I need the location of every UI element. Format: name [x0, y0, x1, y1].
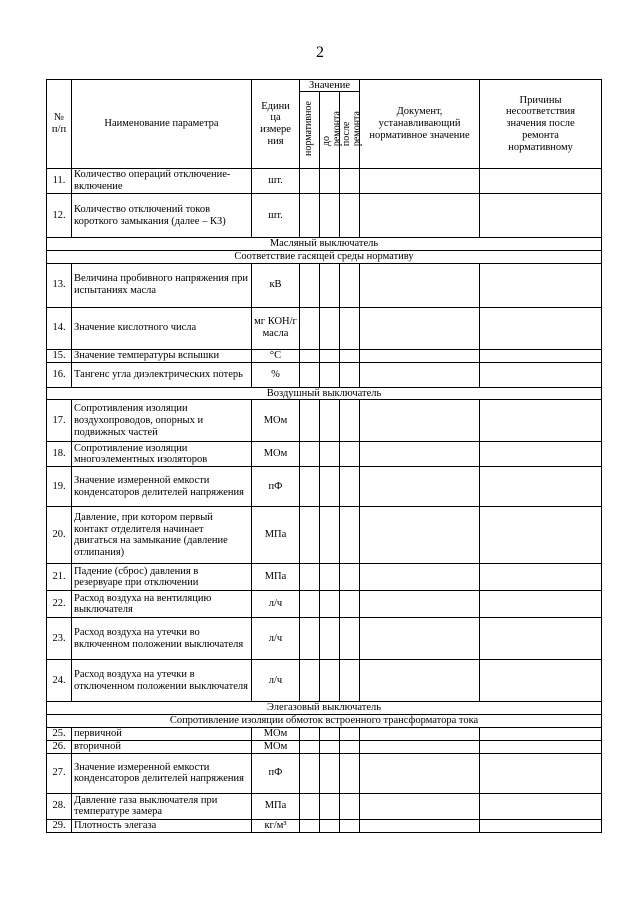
- row-unit: л/ч: [252, 660, 300, 702]
- row-num: 11.: [47, 169, 72, 194]
- table-row: [47, 362, 602, 387]
- row-unit: пФ: [252, 467, 300, 507]
- row-num: 22.: [47, 591, 72, 618]
- row-name: Падение (сброс) давления в резервуаре при отключении: [72, 564, 252, 591]
- row-num: 15.: [47, 349, 72, 362]
- row-unit: л/ч: [252, 591, 300, 618]
- row-unit: МОм: [252, 400, 300, 442]
- row-num: 28.: [47, 793, 72, 819]
- table-row: [47, 618, 602, 660]
- row-num: 26.: [47, 740, 72, 753]
- header-before-repair: до ремонта: [320, 92, 340, 169]
- table-row: [47, 307, 602, 349]
- row-num: 13.: [47, 263, 72, 307]
- row-num: 18.: [47, 442, 72, 467]
- row-num: 16.: [47, 362, 72, 387]
- row-unit: МПа: [252, 507, 300, 564]
- row-num: 17.: [47, 400, 72, 442]
- row-num: 12.: [47, 194, 72, 238]
- row-name: Расход воздуха на вентиляцию выключателя: [72, 591, 252, 618]
- row-unit: °С: [252, 349, 300, 362]
- row-name: Плотность элегаза: [72, 819, 252, 832]
- row-unit: МОм: [252, 727, 300, 740]
- row-name: Сопротивление изоляции многоэлементных изоляторов: [72, 442, 252, 467]
- row-name: Давление газа выключателя при температуре замера: [72, 793, 252, 819]
- row-unit: л/ч: [252, 618, 300, 660]
- table-row: [47, 442, 602, 467]
- page-number: 2: [316, 44, 324, 61]
- header-after-repair: после ремонта: [340, 92, 360, 169]
- header-num: № п/п: [47, 80, 72, 169]
- table-row: [47, 263, 602, 307]
- row-unit: %: [252, 362, 300, 387]
- row-unit: мг КОН/г масла: [252, 307, 300, 349]
- table-row: [47, 564, 602, 591]
- table-row: [47, 660, 602, 702]
- row-num: 14.: [47, 307, 72, 349]
- table-row: [47, 400, 602, 442]
- row-unit: МПа: [252, 564, 300, 591]
- section-title: Соответствие гасящей среды нормативу: [47, 250, 602, 263]
- row-num: 19.: [47, 467, 72, 507]
- row-num: 23.: [47, 618, 72, 660]
- table-row: [47, 194, 602, 238]
- section-row: [47, 238, 602, 251]
- header-norm: нормативное: [300, 92, 320, 169]
- section-row: [47, 250, 602, 263]
- row-name: Значение температуры вспышки: [72, 349, 252, 362]
- section-title: Элегазовый выключатель: [47, 702, 602, 715]
- row-name: Количество операций отключение-включение: [72, 169, 252, 194]
- section-row: [47, 387, 602, 400]
- row-name: Значение измеренной емкости конденсаторов делителей напряжения: [72, 467, 252, 507]
- row-name: Значение кислотного числа: [72, 307, 252, 349]
- row-name: Значение измеренной емкости конденсаторов делителей напряжения: [72, 753, 252, 793]
- row-unit: МПа: [252, 793, 300, 819]
- row-num: 25.: [47, 727, 72, 740]
- row-num: 29.: [47, 819, 72, 832]
- row-name: Количество отключений токов короткого замыкания (далее – КЗ): [72, 194, 252, 238]
- row-num: 27.: [47, 753, 72, 793]
- row-unit: МОм: [252, 740, 300, 753]
- table-row: [47, 753, 602, 793]
- table-row: [47, 507, 602, 564]
- table-row: [47, 591, 602, 618]
- row-unit: шт.: [252, 169, 300, 194]
- row-num: 24.: [47, 660, 72, 702]
- row-unit: кВ: [252, 263, 300, 307]
- row-name: Величина пробивного напряжения при испытаниях масла: [72, 263, 252, 307]
- section-title: Масляный выключатель: [47, 238, 602, 251]
- header-name: Наименование параметра: [72, 80, 252, 169]
- row-num: 20.: [47, 507, 72, 564]
- header-unit: Едини ца измере ния: [252, 80, 300, 169]
- row-name: Давление, при котором первый контакт отделителя начинает двигаться на замыкание (давление отлипания): [72, 507, 252, 564]
- section-row: [47, 702, 602, 715]
- row-unit: шт.: [252, 194, 300, 238]
- row-name: Тангенс угла диэлектрических потерь: [72, 362, 252, 387]
- row-name: вторичной: [72, 740, 252, 753]
- header-reasons: Причины несоответствия значения после ремонта нормативному: [480, 80, 602, 169]
- table-row: [47, 467, 602, 507]
- row-unit: пФ: [252, 753, 300, 793]
- row-unit: МОм: [252, 442, 300, 467]
- table-row: [47, 349, 602, 362]
- header-document: Документ, устанавливающий нормативное значение: [360, 80, 480, 169]
- table-row: [47, 793, 602, 819]
- row-name: Сопротивления изоляции воздухопроводов, опорных и подвижных частей: [72, 400, 252, 442]
- table-row: [47, 727, 602, 740]
- table-row: [47, 819, 602, 832]
- section-title: Воздушный выключатель: [47, 387, 602, 400]
- row-name: первичной: [72, 727, 252, 740]
- section-title: Сопротивление изоляции обмоток встроенного трансформатора тока: [47, 715, 602, 728]
- parameters-table: [46, 79, 602, 833]
- row-num: 21.: [47, 564, 72, 591]
- row-name: Расход воздуха на утечки во включенном положении выключателя: [72, 618, 252, 660]
- header-value-group: Значение: [300, 80, 360, 92]
- row-unit: кг/м³: [252, 819, 300, 832]
- table-row: [47, 169, 602, 194]
- table-row: [47, 740, 602, 753]
- section-row: [47, 715, 602, 728]
- row-name: Расход воздуха на утечки в отключенном положении выключателя: [72, 660, 252, 702]
